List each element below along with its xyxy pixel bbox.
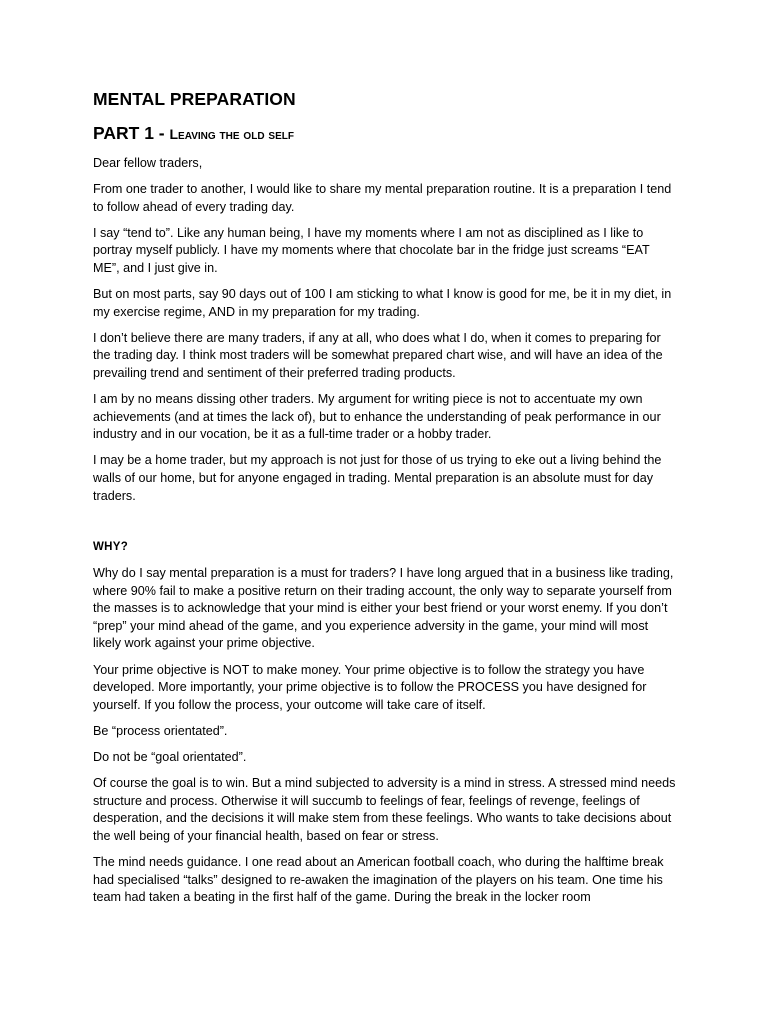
paragraph: But on most parts, say 90 days out of 100 I am sticking to what I know is good for me, be it in my diet, in my exercise regime, AND in my preparation for my trading. (93, 287, 672, 319)
paragraph: Why do I say mental preparation is a must for traders? I have long argued that in a business like trading, where 90% fail to make a positive return on their trading account, the only way to separate yourself from the masses is to acknowledge that your mind is either your best friend or your worst enemy. If you don’t “prep” your mind ahead of the game, and you experience adversity in the game, your mind will most likely work against your prime objective. (93, 566, 674, 651)
paragraph: From one trader to another, I would like to share my mental preparation routine. It is a preparation I tend to follow ahead of every trading day. (93, 182, 672, 214)
paragraph: Your prime objective is NOT to make money. Your prime objective is to follow the strategy you have developed. More importantly, your prime objective is to follow the PROCESS you have designed for yourself. If you follow the process, your outcome will take care of itself. (93, 662, 647, 712)
paragraph: I am by no means dissing other traders. My argument for writing piece is not to accentuate my own achievements (and at times the lack of), but to enhance the understanding of peak performance in our industry and in our vocation, be it as a full-time trader or a hobby trader. (93, 392, 661, 442)
document-title: MENTAL PREPARATION (93, 89, 296, 109)
paragraph: I don’t believe there are many traders, if any at all, who does what I do, when it comes to preparing for the trading day. I think most traders will be somewhat prepared chart wise, and will have an idea of the prevailing trend and sentiment of their preferred trading products. (93, 330, 663, 380)
part-subtitle: Leaving the old self (169, 126, 294, 142)
paragraph-greeting: Dear fellow traders, (93, 156, 203, 170)
part-heading (93, 122, 677, 145)
paragraph: The mind needs guidance. I one read about an American football coach, who during the halftime break had specialised “talks” designed to re-awaken the imagination of the players on his team. One time his team had taken a beating in the first half of the game. During the break in the locker room (93, 854, 664, 905)
paragraph: Of course the goal is to win. But a mind subjected to adversity is a mind in stress. A stressed mind needs structure and process. Otherwise it will succumb to feelings of fear, feelings of revenge, feelings of desperation, and the decisions it will make stem from these feelings. Who wants to take decisions about the well being of your financial health, based on fear or stress. (93, 776, 676, 843)
paragraph: I may be a home trader, but my approach is not just for those of us trying to eke out a living behind the walls of our home, but for anyone engaged in trading. Mental preparation is an absolute must for day traders. (93, 453, 662, 503)
paragraph: Do not be “goal orientated”. (93, 749, 247, 764)
document-page (93, 88, 677, 915)
section-heading-why: WHY? (93, 541, 129, 554)
paragraph: I say “tend to”. Like any human being, I have my moments where I am not as disciplined as I like to portray myself publicly. I have my moments where that chocolate bar in the fridge just screams “EAT ME”, and I just give in. (93, 225, 650, 275)
paragraph: Be “process orientated”. (93, 723, 228, 738)
part-label: PART 1 - (93, 123, 170, 143)
